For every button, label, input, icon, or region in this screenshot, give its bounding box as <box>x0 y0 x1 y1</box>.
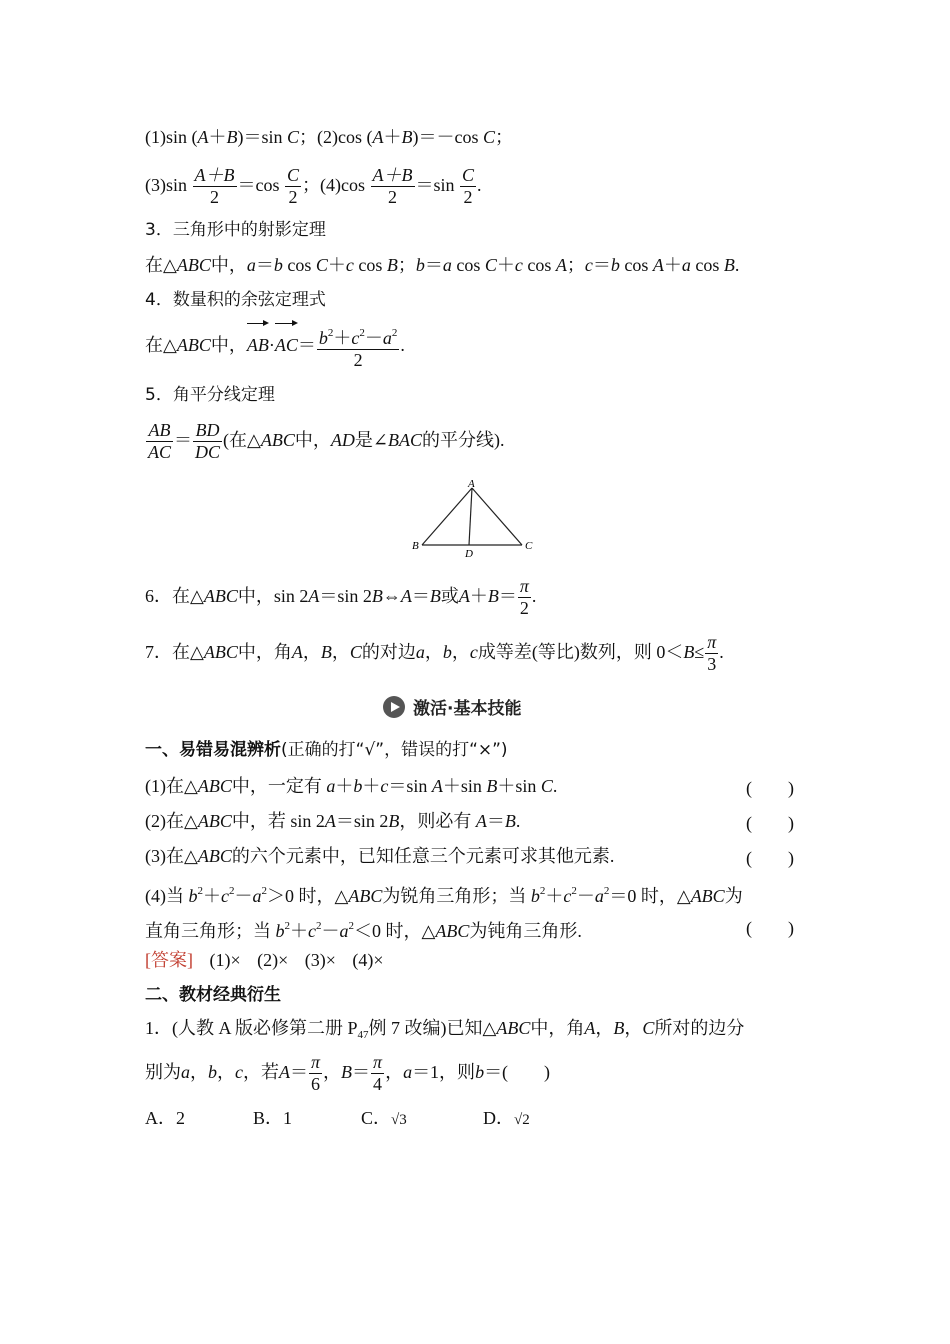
label-a: A <box>468 478 475 490</box>
part-1-title: 一、易错易混辨析(正确的打“√”，错误的打“×”) <box>145 740 508 760</box>
options-row <box>145 1106 591 1132</box>
fraction: $\frac{BD}{DC}$ <box>195 420 221 463</box>
label-b: B <box>412 540 419 552</box>
answer-tag: [答案] <box>145 950 193 970</box>
section-7: 7．在△ABC中，角A，B，C的对边a，b，c成等差(等比)数列，则 0＜B≤ $\frac{\pi}{3}$ . <box>145 632 724 675</box>
option-c[interactable]: C．√3 <box>361 1108 407 1128</box>
fraction: $\frac{\pi}{2}$ <box>519 576 529 619</box>
fraction: $\frac{AB}{AC}$ <box>148 420 172 463</box>
section-6: 6．在△ABC中，sin 2A＝sin 2B⇔A＝B或A＋B＝ $\frac{\pi}{2}$ . <box>145 576 537 619</box>
answer-blank-1[interactable]: ( ) <box>746 778 794 798</box>
answer-1: (1)× <box>209 950 241 970</box>
fraction: $\frac{C}{2}$ <box>287 165 300 208</box>
fraction: $\frac{A+B}{2}$ <box>194 165 235 208</box>
label-d: D <box>465 548 473 560</box>
identity-line-1: (1)sin (A＋B)＝sin C；(2)cos (A＋B)＝－cos C； <box>145 127 514 147</box>
option-b[interactable]: B．1 <box>253 1108 293 1128</box>
answer-blank-2[interactable]: ( ) <box>746 813 794 833</box>
vector-ac: AC <box>275 322 298 368</box>
question-1-line-2: 别为a，b，c，若A＝ $\frac{\pi}{6}$ ，B＝ $\frac{\pi}{4}$ ，a＝1，则b＝( ) <box>145 1052 551 1095</box>
judge-item-4-line-2: 直角三角形；当 $b^2+c^2-a^2<0$ 时，△ABC为钝角三角形. <box>145 920 582 941</box>
question-1-line-1: 1．(人教 A 版必修第二册 $P_{47}$例 7 改编)已知△ABC中，角A，B，C所对的边分 <box>145 1018 745 1041</box>
answer-blank-4[interactable]: ( ) <box>746 918 794 938</box>
side-ac <box>472 488 522 545</box>
vector-ab: AB <box>247 322 269 368</box>
answer-line <box>145 948 384 972</box>
triangle-diagram <box>405 475 545 560</box>
fraction: $\frac{\pi}{4}$ <box>373 1052 383 1095</box>
section-4-title: 4．数量积的余弦定理式 <box>145 290 326 310</box>
answer-2: (2)× <box>257 950 289 970</box>
fraction: $\frac{A+B}{2}$ <box>372 165 413 208</box>
section-banner <box>383 694 521 719</box>
identity-line-2: (3)sin $\frac{A+B}{2}$ ＝cos $\frac{C}{2}$ ；(4)cos $\frac{A+B}{2}$ ＝sin $\frac{C}{2}$ . <box>145 165 482 208</box>
banner-title: 激活·基本技能 <box>413 699 522 719</box>
fraction: $\frac{b^2+c^2-a^2}{2}$ <box>317 323 400 371</box>
fraction: $\frac{\pi}{6}$ <box>311 1052 321 1095</box>
section-4-body: 在△ABC中，AB·AC＝ $\frac{b^2+c^2-a^2}{2}$ . <box>145 322 405 371</box>
section-3-title: 3．三角形中的射影定理 <box>145 220 326 240</box>
option-d[interactable]: D．√2 <box>483 1108 530 1128</box>
label-c: C <box>525 540 533 552</box>
play-icon <box>383 696 405 718</box>
option-a[interactable]: A．2 <box>145 1108 185 1128</box>
judge-item-2: (2)在△ABC中，若 sin 2A＝sin 2B，则必有 A＝B. <box>145 811 521 831</box>
bisector-ad <box>469 488 472 545</box>
answer-3: (3)× <box>304 950 336 970</box>
judge-item-1: (1)在△ABC中，一定有 a＋b＋c＝sin A＋sin B＋sin C. <box>145 776 558 796</box>
judge-item-4-line-1: (4)当 $b^2+c^2-a^2>0$ 时，△ABC为锐角三角形；当 $b^2+c^2-a^2=0$ 时，△ABC为 <box>145 885 743 906</box>
answer-blank-3[interactable]: ( ) <box>746 848 794 868</box>
section-5-title: 5．角平分线定理 <box>145 385 275 405</box>
fraction: $\frac{\pi}{3}$ <box>707 632 717 675</box>
section-3-body: 在△ABC中，a＝b cos C＋c cos B；b＝a cos C＋c cos A；c＝b cos A＋a cos B. <box>145 255 740 275</box>
part-2-title: 二、教材经典衍生 <box>145 985 281 1005</box>
side-ab <box>422 488 472 545</box>
fraction: $\frac{C}{2}$ <box>462 165 475 208</box>
judge-item-3: (3)在△ABC的六个元素中，已知任意三个元素可求其他元素. <box>145 846 615 866</box>
answer-4: (4)× <box>352 950 384 970</box>
section-5-body: $\frac{AB}{AC}$ ＝ $\frac{BD}{DC}$ (在△ABC中，AD是∠BAC的平分线). <box>148 420 505 463</box>
